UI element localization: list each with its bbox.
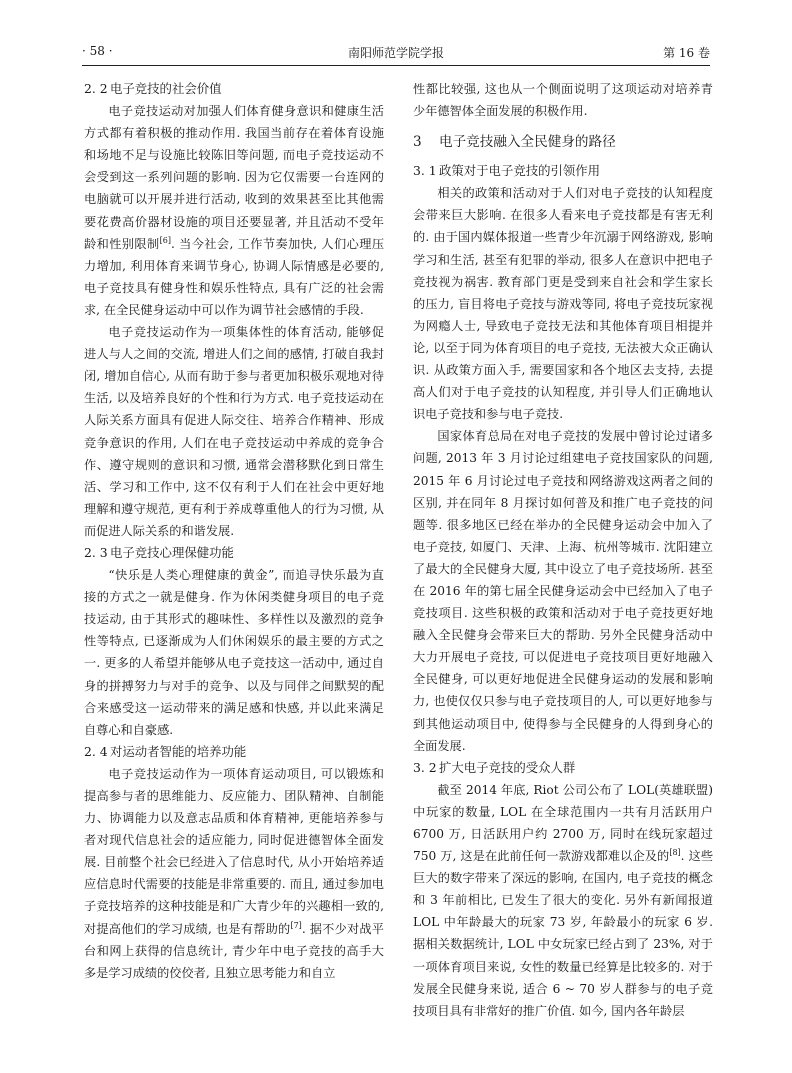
- paragraph: 电子竞技运动作为一项集体性的体育活动, 能够促进人与人之间的交流, 增进人们之间的感情, 打破自我封闭, 增加自信心, 从而有助于参与者更加积极乐观地对待生活, 以及培养良好的个性和行为方式. 电子竞技运动在人际关系方面具有促进人际交往、培养合作精神、形成竞争意识的作用, 人们在电子竞技运动中养成的竞争合作、遵守规则的意识和习惯, 通常会潜移默化到日常生活、学习和工作中, 这不仅有利于人们在社会中更好地理解和遵守规范, 更有利于养成尊重他人的行为习惯, 从而促进人际关系的和谐发展.: [84, 325, 384, 538]
- section-heading-2-4: 2. 4 对运动者智能的培养功能: [84, 743, 247, 759]
- running-header: [82, 42, 710, 62]
- paragraph-continuation: 性都比较强, 这也从一个侧面说明了这项运动对培养青少年德智体全面发展的积极作用.: [413, 82, 713, 119]
- section-heading-2-2: 2. 2 电子竞技的社会价值: [84, 81, 222, 96]
- paragraph: 国家体育总局在对电子竞技的发展中曾讨论过诸多问题, 2013 年 3 月讨论过组建电子竞技国家队的问题, 2015 年 6 月讨论过电子竞技和网络游戏这两者之间的区别, 并在同年 8 月探讨如何普及和推广电子竞技的问题等. 很多地区已经在举办的全民健身运动会中加入了电子竞技, 如厦门、天津、上海、杭州等城市. 沈阳建立了最大的全民健身大厦, 其中设立了电子竞技场所. 甚至在 2016 年的第七届全民健身运动会中已经加入了电子竞技项目. 这些积极的政策和活动对于电子竞技更好地融入全民健身会带来巨大的帮助. 另外全民健身活动中大力开展电子竞技, 可以促进电子竞技项目更好地融入全民健身, 可以更好地促进全民健身运动的发展和影响力, 也使仅仅只参与电子竞技项目的人, 可以更好地参与到其他运动项目中, 使得参与全民健身的人得到身心的全面发展.: [413, 429, 713, 753]
- section-heading-3-2: 3. 2 扩大电子竞技的受众人群: [413, 759, 576, 775]
- right-column: [413, 78, 713, 1022]
- citation-ref: [8]: [669, 848, 681, 858]
- citation-ref: [6]: [159, 235, 171, 245]
- volume-label: 第 16 卷: [663, 46, 710, 60]
- citation-ref: [7]: [290, 920, 302, 930]
- section-heading-3-1: 3. 1 政策对于电子竞技的引领作用: [413, 163, 601, 179]
- header-rule: [82, 65, 710, 66]
- paragraph: 电子竞技运动作为一项体育运动项目, 可以锻炼和提高参与者的思维能力、反应能力、团队精神、自制能力、协调能力以及意志品质和体育精神, 更能培养参与者对现代信息社会的适应能力, 同时促进德智体全面发展. 目前整个社会已经进入了信息时代, 从小开始培养适应信息时代需要的技能是非常重要的. 而且, 通过参加电子竞技培养的这种技能是和广大青少年的兴趣相一致的, 对提高他们的学习成绩, 也是有帮助的[7]. 据不少对战平台和网上获得的信息统计, 青少年中电子竞技的高手大多是学习成绩的佼佼者, 且独立思考能力和自立: [84, 766, 384, 980]
- section-heading-3: 3 电子竞技融入全民健身的路径: [413, 134, 616, 151]
- paragraph: 电子竞技运动对加强人们体育健身意识和健康生活方式都有着积极的推动作用. 我国当前存在着体育设施和场地不足与设施比较陈旧等问题, 而电子竞技运动不会受到这一系列问题的影响. 因为它仅需要一台连网的电脑就可以开展并进行活动, 收到的效果甚至比其他需要花费高价器材设施的项目还要显著, 并且活动不受年龄和性别限制[6]. 当今社会, 工作节奏加快, 人们心理压力增加, 利用体育来调节身心, 协调人际情感是必要的, 电子竞技具有健身性和娱乐性特点, 具有广泛的社会需求, 在全民健身运动中可以作为调节社会感情的手段.: [84, 104, 385, 317]
- paragraph: “快乐是人类心理健康的黄金”, 而追寻快乐最为直接的方式之一就是健身. 作为休闲类健身项目的电子竞技运动, 由于其形式的趣味性、多样性以及激烈的竞争性等特点, 已逐渐成为人们休闲娱乐的最主要的方式之一. 更多的人希望并能够从电子竞技这一活动中, 通过自身的拼搏努力与对手的竞争、以及与同伴之间默契的配合来感受这一运动带来的满足感和快感, 并以此来满足自尊心和自豪感.: [84, 568, 384, 737]
- paragraph: 相关的政策和活动对于人们对电子竞技的认知程度会带来巨大影响. 在很多人看来电子竞技都是有害无利的. 由于国内媒体报道一些青少年沉溺于网络游戏, 影响学习和生活, 甚至有犯罪的举动, 很多人在意识中把电子竞技视为祸害. 教育部门更是受到来自社会和学生家长的压力, 盲目将电子竞技与游戏等同, 将电子竞技玩家视为网瘾人士, 导致电子竞技无法和其他体育项目相提并论, 以至于同为体育项目的电子竞技, 无法被大众正确认识. 从政策方面入手, 需要国家和各个地区去支持, 去提高人们对于电子竞技的认知程度, 并引导人们正确地认识电子竞技和参与电子竞技.: [413, 186, 713, 422]
- journal-title: 南阳师范学院学报: [347, 46, 444, 60]
- section-heading-2-3: 2. 3 电子竞技心理保健功能: [84, 544, 234, 560]
- left-column: [84, 78, 384, 984]
- page-number: · 58 ·: [82, 44, 113, 58]
- paragraph: 截至 2014 年底, Riot 公司公布了 LOL(英雄联盟) 中玩家的数量, LOL 在全球范围内一共有月活跃用户 6700 万, 日活跃用户约 2700 万, 同时在线玩家超过 750 万, 这是在此前任何一款游戏都难以企及的[8]. 这些巨大的数字带来了深远的影响, 在国内, 电子竞技的概念和 3 年前相比, 已发生了很大的变化. 另外有新闻报道 LOL 中年龄最大的玩家 73 岁, 年龄最小的玩家 6 岁. 据相关数据统计, LOL 中女玩家已经占到了 23%, 对于一项体育项目来说, 女性的数量已经算是比较多的. 对于发展全民健身来说, 适合 6 ~ 70 岁人群参与的电子竞技项目具有非常好的推广价值. 如今, 国内各年龄层: [413, 782, 714, 1018]
